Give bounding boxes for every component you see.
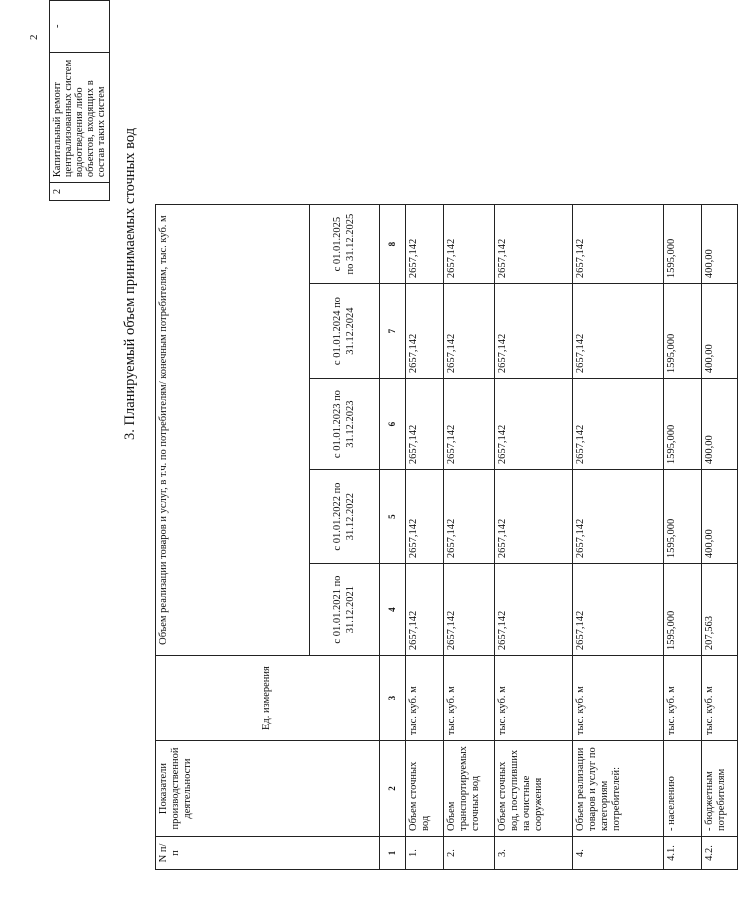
row-name: Объем сточных вод, поступивших на очистные сооружения [495, 741, 573, 837]
row-value: 207,563 [702, 564, 738, 656]
section-title: 3. Планируемый объем принимаемых сточных вод [122, 127, 138, 440]
row-number: 2 [50, 183, 110, 201]
row-name: - бюджетным потребителям [702, 741, 738, 837]
header-indicator: Показатели производственной деятельности [156, 741, 380, 837]
row-value: 2657,142 [495, 564, 573, 656]
row-value: 2657,142 [495, 205, 573, 284]
header-num: N п/п [156, 837, 380, 870]
row-value: 2657,142 [573, 379, 664, 470]
row-unit: тыс. куб. м [664, 656, 702, 741]
row-value: 2657,142 [444, 470, 495, 564]
row-unit: тыс. куб. м [573, 656, 664, 741]
row-value: 2657,142 [406, 284, 444, 379]
row-value: 1595,000 [664, 284, 702, 379]
period-2022: с 01.01.2022 по 31.12.2022 [310, 470, 380, 564]
row-value: 1595,000 [664, 379, 702, 470]
row-num: 4.1. [664, 837, 702, 870]
col-number: 2 [380, 741, 406, 837]
row-name: - населению [664, 741, 702, 837]
period-2024: с 01.01.2024 по 31.12.2024 [310, 284, 380, 379]
col-number: 6 [380, 379, 406, 470]
period-2021: с 01.01.2021 по 31.12.2021 [310, 564, 380, 656]
top-continuation-table [49, 0, 110, 201]
header-unit: Ед. измерения [156, 656, 380, 741]
table-row [444, 205, 495, 870]
row-value: 1595,000 [664, 564, 702, 656]
row-value: 2657,142 [406, 470, 444, 564]
table-row [573, 205, 664, 870]
row-name: Объем сточных вод [406, 741, 444, 837]
period-2023: с 01.01.2023 по 31.12.2023 [310, 379, 380, 470]
header-row [156, 205, 310, 870]
row-num: 1. [406, 837, 444, 870]
row-value: 2657,142 [444, 379, 495, 470]
row-value: - [50, 1, 110, 53]
wastewater-volume-table [155, 204, 738, 870]
table-row [495, 205, 573, 870]
row-value: 2657,142 [406, 379, 444, 470]
period-2025: с 01.01.2025 по 31.12.2025 [310, 205, 380, 284]
col-number: 1 [380, 837, 406, 870]
row-num: 4.2. [702, 837, 738, 870]
row-value: 1595,000 [664, 470, 702, 564]
row-value: 400,00 [702, 470, 738, 564]
row-value: 2657,142 [495, 284, 573, 379]
row-value: 2657,142 [444, 564, 495, 656]
col-number: 8 [380, 205, 406, 284]
row-unit: тыс. куб. м [702, 656, 738, 741]
row-value: 2657,142 [444, 205, 495, 284]
row-num: 3. [495, 837, 573, 870]
table-row [406, 205, 444, 870]
row-value: 400,00 [702, 284, 738, 379]
row-text: Капитальный ремонт централизованных систем водоотведения либо объектов, входящих в состав таких систем [50, 52, 110, 183]
row-num: 4. [573, 837, 664, 870]
row-value: 2657,142 [573, 284, 664, 379]
table-row [50, 1, 110, 201]
row-value: 2657,142 [573, 470, 664, 564]
row-value: 1595,000 [664, 205, 702, 284]
row-value: 400,00 [702, 379, 738, 470]
col-number: 4 [380, 564, 406, 656]
row-value: 2657,142 [495, 470, 573, 564]
row-unit: тыс. куб. м [495, 656, 573, 741]
row-num: 2. [444, 837, 495, 870]
table-row [702, 205, 738, 870]
row-unit: тыс. куб. м [444, 656, 495, 741]
row-value: 2657,142 [573, 205, 664, 284]
col-number: 5 [380, 470, 406, 564]
row-name: Объем реализации товаров и услуг по категориям потребителей: [573, 741, 664, 837]
row-unit: тыс. куб. м [406, 656, 444, 741]
row-value: 2657,142 [406, 564, 444, 656]
row-value: 2657,142 [406, 205, 444, 284]
page-number: 2 [28, 34, 40, 40]
column-numbers-row [380, 205, 406, 870]
col-number: 7 [380, 284, 406, 379]
row-name: Объем транспортируемых сточных вод [444, 741, 495, 837]
table-row [664, 205, 702, 870]
row-value: 400,00 [702, 205, 738, 284]
col-number: 3 [380, 656, 406, 741]
row-value: 2657,142 [573, 564, 664, 656]
row-value: 2657,142 [495, 379, 573, 470]
header-group: Объем реализации товаров и услуг, в т.ч. по потребителям/ конечным потребителям, тыс. куб. м [156, 205, 310, 656]
row-value: 2657,142 [444, 284, 495, 379]
